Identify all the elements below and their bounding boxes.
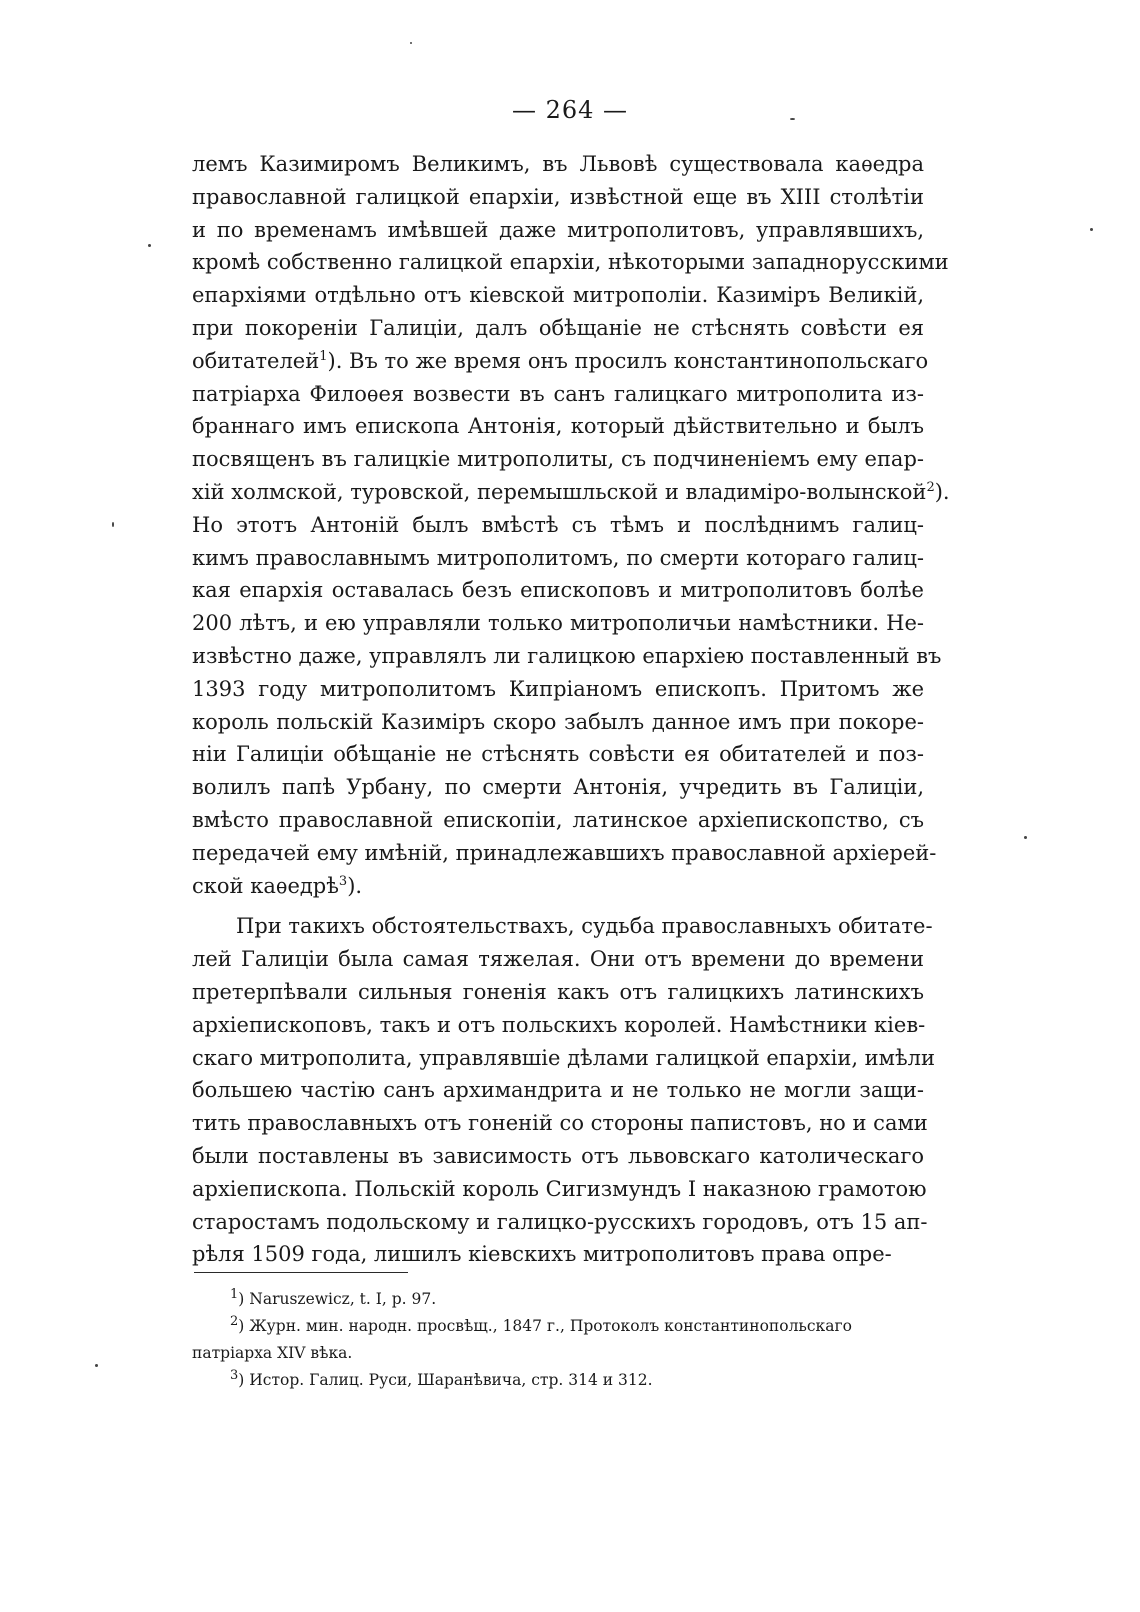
- text-line: большею частію санъ архимандрита и не только не могли защи-: [192, 1078, 924, 1103]
- footnote-line: $^3$) Истор. Галиц. Руси, Шаранѣвича, стр. 314 и 312.: [230, 1367, 653, 1389]
- text-line: передачей ему имѣній, принадлежавшихъ православной архіерей-: [192, 840, 937, 865]
- text-line: рѣля 1509 года, лишилъ кіевскихъ митрополитовъ права опре-: [192, 1242, 892, 1267]
- text-line: браннаго имъ епископа Антонія, который дѣйствительно и былъ: [192, 414, 924, 439]
- text-line: обитателей$^1$). Въ то же время онъ просилъ константинопольскаго: [192, 348, 929, 373]
- text-line: при покореніи Галиціи, далъ обѣщаніе не стѣснять совѣсти ея: [192, 315, 924, 340]
- footnote-marker: 2: [926, 479, 935, 495]
- text-line: вмѣсто православной епископіи, латинское архіепископство, съ: [192, 807, 924, 832]
- text-line: кая епархія оставалась безъ епископовъ и митрополитовъ болѣе: [192, 578, 924, 603]
- text-line: тить православныхъ отъ гоненій со стороны папистовъ, но и сами: [192, 1111, 928, 1136]
- footnote-line: $^2$) Журн. мин. народн. просвѣщ., 1847 г., Протоколъ константинопольскаго: [230, 1313, 852, 1335]
- paragraph-2: [192, 910, 936, 1271]
- text-line: лей Галиціи была самая тяжелая. Они отъ времени до времени: [192, 947, 924, 972]
- text-line: 1393 году митрополитомъ Кипріаномъ епископъ. Притомъ же: [192, 676, 924, 701]
- text-line: кромѣ собственно галицкой епархіи, нѣкоторыми западнорусскими: [192, 250, 949, 275]
- scan-speck: [95, 1364, 98, 1367]
- text-line: 200 лѣтъ, и ею управляли только митрополичьи намѣстники. Не-: [192, 611, 924, 636]
- text-line: православной галицкой епархіи, извѣстной еще въ XIII столѣтіи: [192, 184, 924, 209]
- footnote-line: $^1$) Naruszewicz, t. I, p. 97.: [230, 1286, 437, 1308]
- text-line: ской каѳедрѣ$^3$).: [192, 873, 363, 898]
- footnote-marker: 1: [319, 348, 328, 364]
- text-line: претерпѣвали сильныя гоненія какъ отъ галицкихъ латинскихъ: [192, 979, 924, 1004]
- text-line: При такихъ обстоятельствахъ, судьба православныхъ обитате-: [236, 914, 933, 939]
- text-line: патріарха Филоѳея возвести въ санъ галицкаго митрополита из-: [192, 381, 924, 406]
- text-line: лемъ Казимиромъ Великимъ, въ Львовѣ существовала каѳедра: [192, 152, 924, 176]
- scan-speck: [112, 522, 114, 527]
- footnotes: [192, 1286, 924, 1394]
- text-line: посвященъ въ галицкіе митрополиты, съ подчиненіемъ ему епар-: [192, 447, 924, 472]
- text-line: король польскій Казиміръ скоро забылъ данное имъ при покоре-: [192, 709, 924, 734]
- text-line: ніи Галиціи обѣщаніе не стѣснять совѣсти ея обитателей и поз-: [192, 742, 924, 767]
- text-line: волилъ папѣ Урбану, по смерти Антонія, учредить въ Галиціи,: [192, 775, 924, 800]
- text-line: кимъ православнымъ митрополитомъ, по смерти котораго галиц-: [192, 545, 924, 570]
- text-line: хій холмской, туровской, перемышльской и владиміро-волынской$^2$).: [192, 479, 950, 504]
- scan-speck: [1090, 228, 1093, 231]
- scan-speck: [1024, 836, 1027, 839]
- text-line: скаго митрополита, управлявшіе дѣлами галицкой епархіи, имѣли: [192, 1045, 936, 1070]
- footnote-divider: [194, 1272, 408, 1273]
- text-line: Но этотъ Антоній былъ вмѣстѣ съ тѣмъ и послѣднимъ галиц-: [192, 512, 924, 537]
- footnote-number: 1: [230, 1286, 239, 1302]
- body-text: [192, 148, 950, 1271]
- footnote-number: 3: [230, 1367, 239, 1383]
- footnote-number: 2: [230, 1313, 239, 1329]
- text-line: старостамъ подольскому и галицко-русскихъ городовъ, отъ 15 ап-: [192, 1209, 928, 1234]
- footnote-line: патріарха XIV вѣка.: [192, 1344, 353, 1362]
- paragraph-1: [192, 148, 950, 902]
- text-line: и по временамъ имѣвшей даже митрополитовъ, управлявшихъ,: [192, 217, 924, 242]
- text-line: были поставлены въ зависимость отъ львовскаго католическаго: [192, 1143, 924, 1168]
- text-line: архіепископа. Польскій король Сигизмундъ I наказною грамотою: [192, 1176, 927, 1201]
- page-number: — 264 —: [511, 96, 629, 124]
- text-line: архіепископовъ, такъ и отъ польскихъ королей. Намѣстники кіев-: [192, 1012, 926, 1037]
- footnote-marker: 3: [338, 873, 348, 889]
- scan-speck: [410, 42, 412, 44]
- scan-speck: [148, 244, 151, 247]
- text-line: епархіями отдѣльно отъ кіевской митрополіи. Казиміръ Великій,: [192, 283, 924, 308]
- scan-speck: [790, 118, 795, 120]
- text-line: извѣстно даже, управлялъ ли галицкою епархіею поставленный въ: [192, 643, 942, 668]
